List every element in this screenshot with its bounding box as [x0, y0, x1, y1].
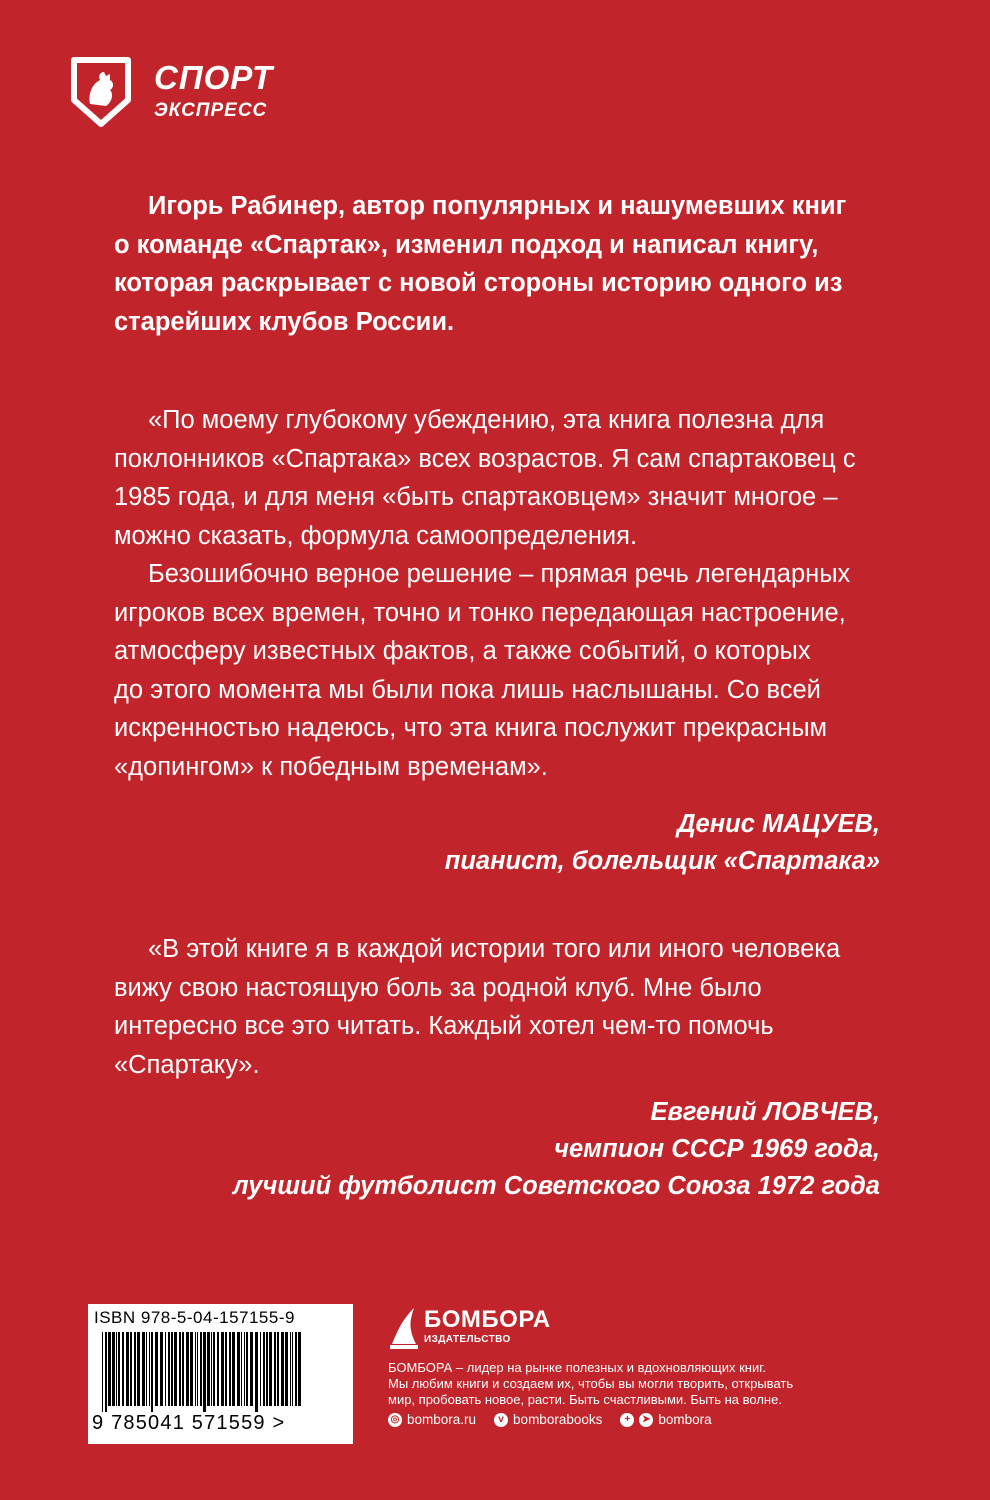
barcode-bar — [290, 1332, 291, 1406]
barcode-bar — [146, 1332, 147, 1406]
barcode-bar — [232, 1332, 235, 1406]
barcode — [88, 1304, 353, 1444]
publisher-description — [388, 1360, 888, 1408]
barcode-bar — [244, 1332, 245, 1406]
telegram-link[interactable] — [620, 1412, 711, 1427]
quote-line: до этого момента мы были пока лишь наслышаны. Со всей — [114, 675, 821, 704]
barcode-bar — [263, 1332, 265, 1406]
barcode-bar — [197, 1332, 198, 1406]
barcode-bar — [292, 1332, 293, 1406]
description-line: мир, пробовать новое, расти. Быть счастливыми. Быть на волне. — [388, 1392, 782, 1407]
quote-line: «По моему глубокому убеждению, эта книга полезна для — [148, 406, 825, 434]
barcode-bars — [102, 1332, 302, 1412]
barcode-bar — [174, 1332, 177, 1406]
vk-icon: v — [494, 1413, 508, 1427]
quote-line: 1985 года, и для меня «быть спартаковцем» значит многое – — [114, 483, 838, 511]
quote-line: игроков всех времен, точно и тонко передающая настроение, — [114, 598, 846, 627]
vk-text: bomborabooks — [513, 1412, 603, 1427]
barcode-bar — [221, 1332, 224, 1406]
quote-line: Безошибочно верное решение – прямая речь легендарных — [148, 560, 851, 588]
barcode-bar — [281, 1332, 284, 1406]
author-role: чемпион СССР 1969 года, — [554, 1135, 880, 1163]
barcode-bar — [168, 1332, 170, 1406]
quote-line: вижу свою настоящую боль за родной клуб. Мне было — [114, 973, 762, 1002]
barcode-bar — [182, 1332, 184, 1406]
quote-lovchev — [114, 930, 884, 1084]
intro-paragraph — [114, 187, 884, 341]
barcode-bar — [151, 1332, 153, 1412]
barcode-bar — [149, 1332, 150, 1406]
quote-line: поклонников «Спартака» всех возрастов. Я сам спартаковец с — [114, 444, 856, 473]
signature-lovchev — [233, 1094, 880, 1205]
sport-express-logo — [70, 56, 280, 142]
website-link[interactable] — [388, 1412, 476, 1427]
barcode-bar — [126, 1332, 129, 1406]
shield-rooster-icon — [70, 56, 132, 128]
barcode-bar — [116, 1332, 117, 1406]
barcode-bar — [137, 1332, 140, 1406]
intro-line: старейших клубов России. — [114, 307, 455, 336]
barcode-bar — [266, 1332, 268, 1406]
barcode-bar — [237, 1332, 240, 1406]
barcode-bar — [200, 1332, 202, 1406]
telegram-text: bombora — [658, 1412, 712, 1427]
barcode-bar — [171, 1332, 173, 1406]
quote-line: можно сказать, формула самоопределения. — [114, 521, 638, 550]
quote-line: «допингом» к победным временам». — [114, 752, 548, 781]
logo-word-express: ЭКСПРЕСС — [154, 100, 268, 121]
signature-matsuev — [445, 806, 880, 880]
barcode-bar — [211, 1332, 212, 1406]
barcode-bar — [229, 1332, 231, 1406]
barcode-bar — [269, 1332, 272, 1406]
barcode-bar — [246, 1332, 248, 1406]
barcode-bar — [203, 1332, 206, 1412]
barcode-bar — [274, 1332, 276, 1406]
bombora-logo-icon — [388, 1304, 420, 1350]
author-name: Денис МАЦУЕВ, — [677, 810, 880, 838]
barcode-bar — [195, 1332, 196, 1406]
barcode-bar — [285, 1332, 288, 1406]
barcode-bar — [217, 1332, 219, 1406]
barcode-bar — [118, 1332, 120, 1406]
globe-icon: ◎ — [388, 1413, 402, 1427]
barcode-digits: 9 785041 571559 > — [92, 1412, 286, 1434]
intro-line: Игорь Рабинер, автор популярных и нашумевших книг — [148, 192, 847, 220]
quote-line: «Спартаку». — [114, 1050, 260, 1079]
barcode-bar — [105, 1332, 107, 1412]
logo-word-sport: СПОРТ — [154, 59, 274, 96]
telegram-icon: ➤ — [639, 1413, 653, 1427]
quote-matsuev — [114, 401, 884, 786]
barcode-bar — [213, 1332, 215, 1406]
description-line: Мы любим книги и создаем их, чтобы вы могли творить, открывать — [388, 1376, 794, 1391]
barcode-bar — [255, 1332, 258, 1412]
website-text: bombora.ru — [407, 1412, 477, 1427]
intro-line: которая раскрывает с новой стороны историю одного из — [114, 269, 843, 297]
barcode-bar — [102, 1332, 103, 1412]
barcode-bar — [108, 1332, 111, 1406]
barcode-bar — [122, 1332, 124, 1406]
barcode-bar — [186, 1332, 189, 1406]
barcode-bar — [260, 1332, 261, 1406]
barcode-bar — [295, 1332, 297, 1406]
barcode-bar — [207, 1332, 210, 1406]
barcode-bar — [298, 1332, 301, 1406]
author-role: пианист, болельщик «Спартака» — [444, 847, 880, 875]
plus-icon: + — [620, 1413, 634, 1427]
barcode-bar — [142, 1332, 145, 1406]
social-links — [388, 1412, 712, 1427]
author-role: лучший футболист Советского Союза 1972 года — [232, 1172, 880, 1200]
barcode-bar — [165, 1332, 166, 1406]
barcode-bar — [250, 1332, 253, 1406]
author-name: Евгений ЛОВЧЕВ, — [650, 1098, 880, 1126]
isbn-label: ISBN 978-5-04-157155-9 — [94, 1308, 295, 1327]
barcode-bar — [160, 1332, 163, 1406]
vk-link[interactable] — [494, 1412, 602, 1427]
publisher-name: БОМБОРА — [424, 1306, 551, 1333]
barcode-bar — [225, 1332, 227, 1406]
barcode-bar — [155, 1332, 158, 1406]
quote-line: «В этой книге я в каждой истории того или иного человека — [148, 935, 841, 963]
publisher-subtitle: ИЗДАТЕЛЬСТВО — [424, 1334, 511, 1345]
barcode-bar — [179, 1332, 181, 1406]
quote-line: атмосферу известных фактов, а также событий, о которых — [114, 637, 811, 665]
barcode-bar — [241, 1332, 242, 1406]
barcode-bar — [130, 1332, 132, 1406]
barcode-bar — [112, 1332, 115, 1406]
description-line: БОМБОРА – лидер на рынке полезных и вдохновляющих книг. — [388, 1360, 766, 1375]
quote-line: интересно все это читать. Каждый хотел чем-то помочь — [114, 1012, 774, 1040]
quote-line: искренностью надеюсь, что эта книга послужит прекрасным — [114, 714, 828, 742]
intro-line: о команде «Спартак», изменил подход и написал книгу, — [114, 230, 819, 259]
barcode-bar — [277, 1332, 279, 1406]
barcode-bar — [190, 1332, 193, 1406]
barcode-bar — [134, 1332, 136, 1406]
